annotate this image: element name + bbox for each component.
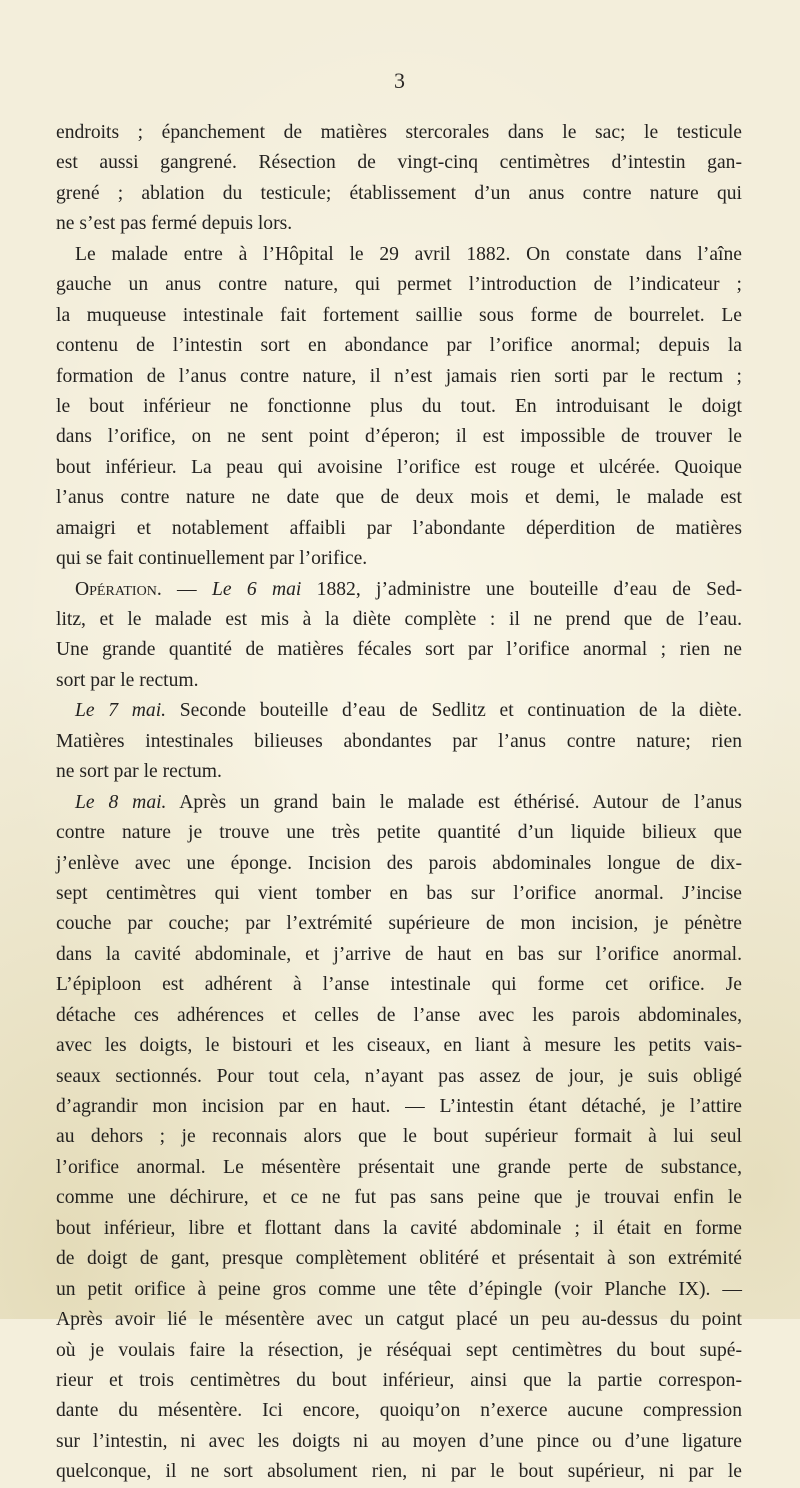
text-line: l’anus contre nature ne date que de deux mois et demi, le malade est (56, 487, 742, 509)
text-line: Après avoir lié le mésentère avec un catgut placé un peu au-dessus du point (56, 1309, 742, 1331)
text-line: dans l’orifice, on ne sent point d’éperon; il est impossible de trouver le (56, 426, 742, 448)
date-label: Le 8 mai. (75, 791, 167, 813)
text-line: rieur et trois centimètres du bout inférieur, ainsi que la partie correspon- (56, 1369, 742, 1391)
text-line: amaigri et notablement affaibli par l’abondante déperdition de matières (56, 517, 742, 539)
text-line: endroits ; épanchement de matières stercorales dans le sac; le testicule (56, 122, 742, 143)
text-line: détache ces adhérences et celles de l’anse avec les parois abdominales, (56, 1004, 742, 1026)
text-line: sur l’intestin, ni avec les doigts ni au moyen d’une pince ou d’une ligature (56, 1430, 742, 1452)
text-line: dante du mésentère. Ici encore, quoiqu’on n’exerce aucune compression (56, 1400, 742, 1422)
text-line: Le malade entre à l’Hôpital le 29 avril 1882. On constate dans l’aîne (75, 243, 742, 265)
text-line: d’agrandir mon incision par en haut. — L’intestin étant détaché, je l’attire (56, 1096, 742, 1117)
text-line (56, 788, 742, 818)
text-line: contre nature je trouve une très petite quantité d’un liquide bilieux que (56, 822, 742, 844)
line-text: 1882, j’administre une bouteille d’eau de Sed- (301, 578, 743, 600)
text-line: bout inférieur, libre et flottant dans la cavité abdominale ; il était en forme (56, 1217, 742, 1239)
text-line: qui se fait continuellement par l’orifice. (56, 548, 368, 570)
text-line: sept centimètres qui vient tomber en bas sur l’orifice anormal. J’incise (56, 882, 742, 904)
date-label: Le 7 mai. (75, 700, 167, 722)
text-line: Matières intestinales bilieuses abondantes par l’anus contre nature; rien (56, 730, 742, 752)
section-heading: Opération. (75, 578, 162, 600)
text-line: est aussi gangrené. Résection de vingt-cinq centimètres d’intestin gan- (56, 152, 742, 174)
text-line: ne sort par le rectum. (56, 761, 222, 783)
line-text: Après un grand bain le malade est éthérisé. Autour de l’anus (166, 791, 743, 813)
text-line: couche par couche; par l’extrémité supérieure de mon incision, je pénètre (56, 913, 742, 935)
text-line (56, 696, 742, 726)
text-line: un petit orifice à peine gros comme une tête d’épingle (voir Planche IX). — (56, 1278, 742, 1300)
text-line: le bout inférieur ne fonctionne plus du tout. En introduisant le doigt (56, 395, 742, 417)
text-line: où je voulais faire la résection, je réséquai sept centimètres du bout supé- (56, 1339, 742, 1361)
page-number: 3 (394, 68, 406, 93)
text-line: j’enlève avec une éponge. Incision des parois abdominales longue de dix- (56, 852, 742, 874)
text-line: l’orifice anormal. Le mésentère présentait une grande perte de substance, (56, 1156, 742, 1178)
text-line: litz, et le malade est mis à la diète complète : il ne prend que de l’eau. (56, 609, 742, 630)
body-text (56, 118, 742, 1488)
text-line: contenu de l’intestin sort en abondance par l’orifice anormal; depuis la (56, 335, 742, 357)
text-line: avec les doigts, le bistouri et les ciseaux, en liant à mesure les petits vais- (56, 1035, 742, 1057)
text-line: bout inférieur. La peau qui avoisine l’orifice est rouge et ulcérée. Quoique (56, 456, 742, 478)
text-line: de doigt de gant, presque complètement oblitéré et présentait à son extrémité (56, 1248, 742, 1270)
text-line: Une grande quantité de matières fécales sort par l’orifice anormal ; rien ne (56, 639, 742, 661)
text-line: la muqueuse intestinale fait fortement saillie sous forme de bourrelet. Le (56, 304, 742, 326)
text-line: grené ; ablation du testicule; établissement d’un anus contre nature qui (56, 182, 742, 204)
text-line: seaux sectionnés. Pour tout cela, n’ayant pas assez de jour, je suis obligé (56, 1065, 742, 1087)
text-line: dans la cavité abdominale, et j’arrive de haut en bas sur l’orifice anormal. (56, 943, 742, 965)
text-line: ne s’est pas fermé depuis lors. (56, 213, 293, 235)
text-line: gauche un anus contre nature, qui permet l’introduction de l’indicateur ; (56, 274, 742, 296)
text-line: formation de l’anus contre nature, il n’est jamais rien sorti par le rectum ; (56, 365, 742, 387)
line-text: Seconde bouteille d’eau de Sedlitz et continuation de la diète. (166, 700, 742, 722)
text-line: sort par le rectum. (56, 669, 199, 691)
text-line: Opération. — Le 6 mai 1882, j’administre une bouteille d’eau de Sed- (75, 578, 743, 600)
text-line: au dehors ; je reconnais alors que le bout supérieur formait à lui seul (56, 1126, 742, 1148)
text-line: quelconque, il ne sort absolument rien, ni par le bout supérieur, ni par le (56, 1461, 742, 1483)
date-label: Le 6 mai (211, 578, 302, 600)
text-line: L’épiploon est adhérent à l’anse intestinale qui forme cet orifice. Je (56, 974, 742, 996)
text-line: comme une déchirure, et ce ne fut pas sans peine que je trouvai enfin le (56, 1187, 742, 1209)
